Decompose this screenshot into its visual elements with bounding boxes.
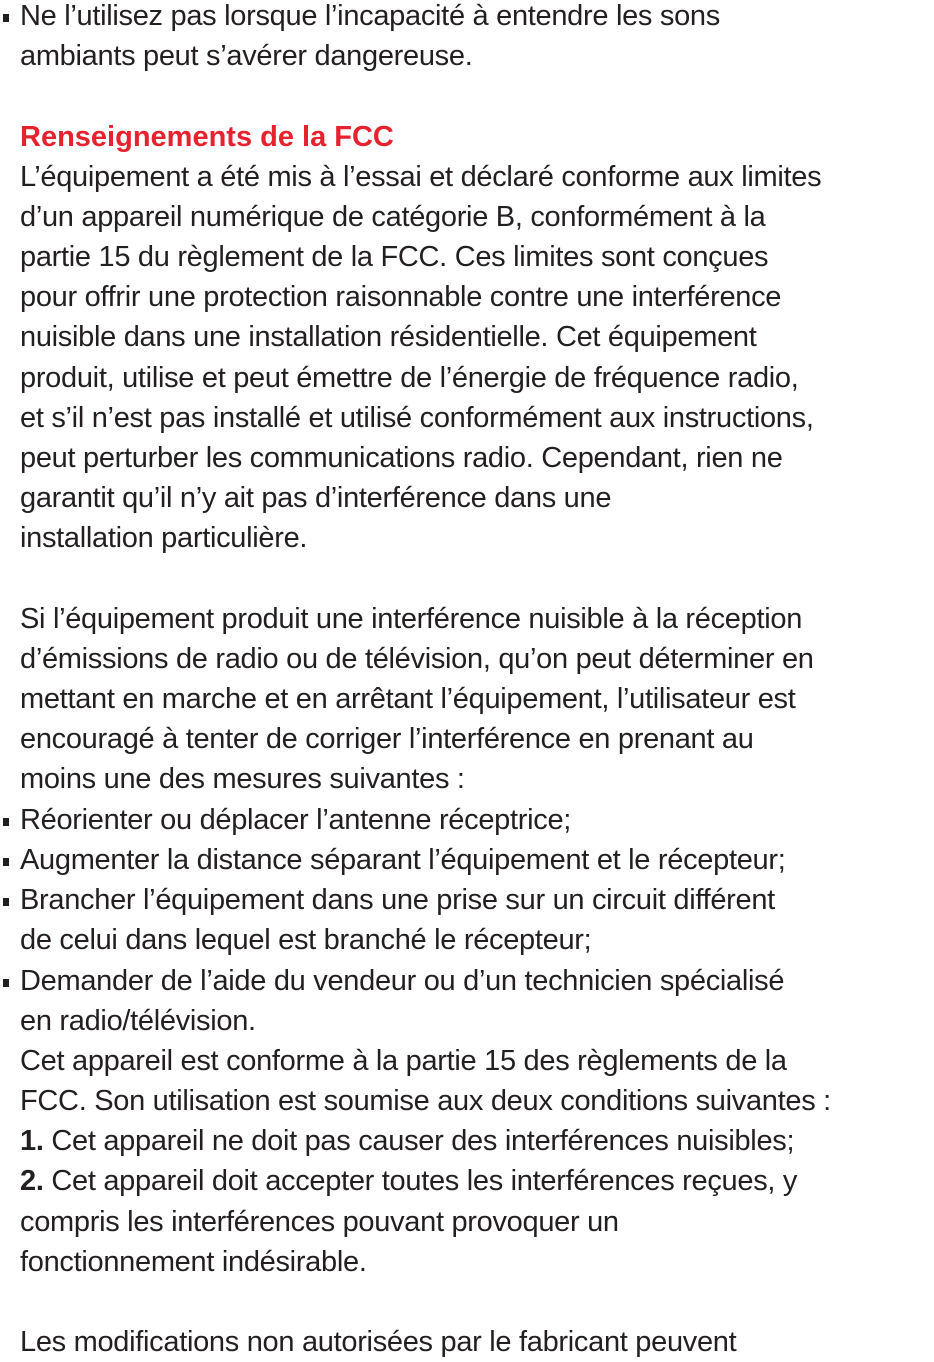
measure-item: Demander de l’aide du vendeur ou d’un technicien spécialisé <box>20 965 785 997</box>
measure-item-cont: en radio/télévision. <box>20 1005 256 1037</box>
paragraph-line: L’équipement a été mis à l’essai et déclaré conforme aux limites <box>20 161 822 193</box>
paragraph-line: compris les interférences pouvant provoquer un <box>20 1206 619 1238</box>
paragraph-line: moins une des mesures suivantes : <box>20 763 465 795</box>
bullet-marker <box>3 818 9 826</box>
bullet-marker <box>3 14 9 22</box>
paragraph-line: Si l’équipement produit une interférence nuisible à la réception <box>20 603 803 635</box>
paragraph-line: produit, utilise et peut émettre de l’énergie de fréquence radio, <box>20 362 799 394</box>
paragraph-line: d’un appareil numérique de catégorie B, conformément à la <box>20 201 766 233</box>
measure-item: Brancher l’équipement dans une prise sur un circuit différent <box>20 884 775 916</box>
measure-item-cont: de celui dans lequel est branché le récepteur; <box>20 924 592 956</box>
paragraph-line: Cet appareil est conforme à la partie 15 des règlements de la <box>20 1045 787 1077</box>
paragraph-line: Les modifications non autorisées par le fabricant peuvent <box>20 1326 737 1358</box>
section-heading: Renseignements de la FCC <box>20 121 394 153</box>
condition-text: Cet appareil ne doit pas causer des interférences nuisibles; <box>43 1125 795 1157</box>
measure-item: Augmenter la distance séparant l’équipement et le récepteur; <box>20 844 786 876</box>
condition-1 <box>20 1121 794 1161</box>
paragraph-line: installation particulière. <box>20 522 308 554</box>
paragraph-line: encouragé à tenter de corriger l’interférence en prenant au <box>20 723 754 755</box>
paragraph-line: partie 15 du règlement de la FCC. Ces limites sont conçues <box>20 241 769 273</box>
paragraph-line: d’émissions de radio ou de télévision, qu’on peut déterminer en <box>20 643 814 675</box>
paragraph-line: fonctionnement indésirable. <box>20 1246 367 1278</box>
condition-number: 2. <box>20 1165 44 1197</box>
bullet-marker <box>3 898 9 906</box>
paragraph-line: nuisible dans une installation résidentielle. Cet équipement <box>20 321 757 353</box>
bullet-marker <box>3 979 9 987</box>
paragraph-line: pour offrir une protection raisonnable contre une interférence <box>20 281 782 313</box>
paragraph-line: FCC. Son utilisation est soumise aux deux conditions suivantes : <box>20 1085 831 1117</box>
measure-item: Réorienter ou déplacer l’antenne réceptrice; <box>20 804 572 836</box>
paragraph-line: et s’il n’est pas installé et utilisé conformément aux instructions, <box>20 402 814 434</box>
paragraph-line: mettant en marche et en arrêtant l’équipement, l’utilisateur est <box>20 683 796 715</box>
condition-number: 1. <box>20 1125 44 1157</box>
condition-text: Cet appareil doit accepter toutes les interférences reçues, y <box>43 1165 798 1197</box>
paragraph-line: peut perturber les communications radio. Cependant, rien ne <box>20 442 783 474</box>
bullet-marker <box>3 858 9 866</box>
paragraph-line: garantit qu’il n’y ait pas d’interférence dans une <box>20 482 612 514</box>
condition-2 <box>20 1161 797 1201</box>
warning-line: ambiants peut s’avérer dangereuse. <box>20 40 473 72</box>
warning-line: Ne l’utilisez pas lorsque l’incapacité à entendre les sons <box>20 0 720 32</box>
